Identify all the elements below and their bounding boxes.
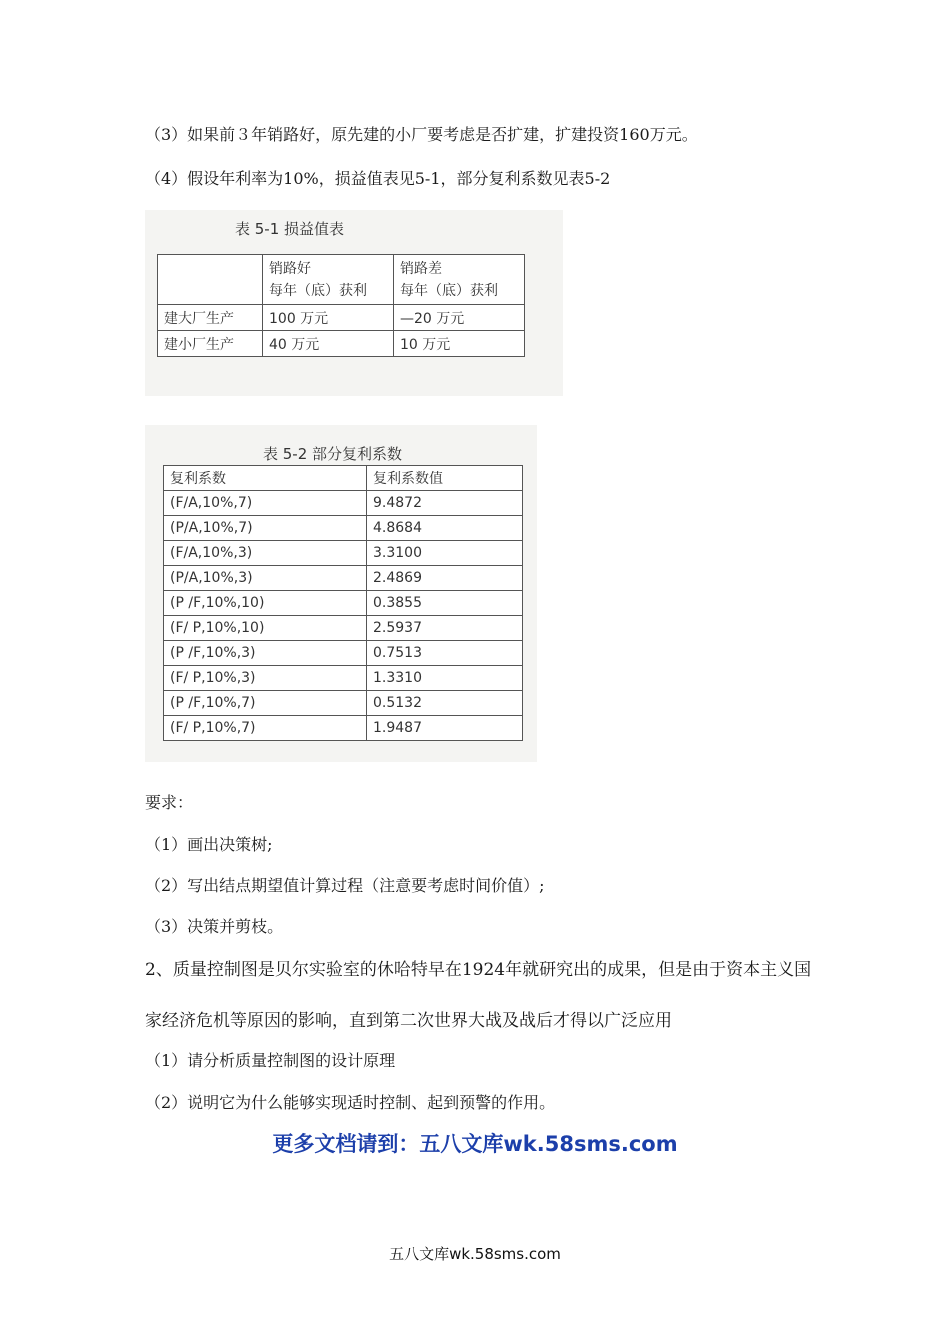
paragraph-item-4: （4）假设年利率为10%，损益值表见5-1，部分复利系数见表5-2 [145, 169, 611, 188]
coefficient-value-cell: 2.5937 [367, 616, 523, 641]
table-row [164, 641, 523, 666]
table-row [158, 305, 525, 331]
coefficient-name-cell: (P /F,10%,10) [164, 591, 367, 616]
coefficient-name-cell: (P /F,10%,7) [164, 691, 367, 716]
table-row [164, 516, 523, 541]
table-5-1-header-row [158, 255, 525, 305]
table-cell: 100 万元 [263, 305, 394, 331]
table-row [164, 691, 523, 716]
table-row [158, 331, 525, 357]
coefficient-value-cell: 0.3855 [367, 591, 523, 616]
more-documents-link[interactable]: 更多文档请到：五八文库wk.58sms.com [272, 1132, 678, 1156]
table-cell: —20 万元 [394, 305, 525, 331]
paragraph-item-3: （3）如果前３年销路好，原先建的小厂要考虑是否扩建，扩建投资160万元。 [145, 125, 698, 144]
table-5-1-figure [145, 210, 563, 396]
table-5-2 [163, 465, 523, 741]
coefficient-name-cell: (F/ P,10%,10) [164, 616, 367, 641]
header-good-text: 销路好 每年（底）获利 [269, 260, 367, 299]
requirement-item-2: （2）写出结点期望值计算过程（注意要考虑时间价值）; [145, 876, 545, 895]
coefficient-name-cell: (F/A,10%,3) [164, 541, 367, 566]
table-row [164, 566, 523, 591]
coefficient-value-cell: 9.4872 [367, 491, 523, 516]
coefficient-name-cell: (F/ P,10%,3) [164, 666, 367, 691]
question-2-line-2: 家经济危机等原因的影响，直到第二次世界大战及战后才得以广泛应用 [145, 1011, 672, 1031]
table-cell: 建小厂生产 [158, 331, 263, 357]
table-row [164, 716, 523, 741]
table-row [164, 541, 523, 566]
table-5-1-header-good [263, 255, 394, 305]
requirement-item-3: （3）决策并剪枝。 [145, 917, 284, 936]
coefficient-name-cell: (P /F,10%,3) [164, 641, 367, 666]
coefficient-name-cell: (F/A,10%,7) [164, 491, 367, 516]
table-5-1 [157, 254, 525, 357]
coefficient-value-cell: 2.4869 [367, 566, 523, 591]
coefficient-value-cell: 0.5132 [367, 691, 523, 716]
table-cell: 10 万元 [394, 331, 525, 357]
table-cell: 建大厂生产 [158, 305, 263, 331]
coefficient-name-cell: (P/A,10%,7) [164, 516, 367, 541]
table-cell: 40 万元 [263, 331, 394, 357]
table-row [164, 491, 523, 516]
table-5-1-header-empty [158, 255, 263, 305]
question-2-item-1: （1）请分析质量控制图的设计原理 [145, 1051, 396, 1070]
page-footer: 五八文库wk.58sms.com [389, 1245, 561, 1263]
table-5-1-header-bad [394, 255, 525, 305]
table-5-2-caption: 表 5-2 部分复利系数 [263, 445, 403, 463]
coefficient-value-cell: 3.3100 [367, 541, 523, 566]
table-5-2-header-name: 复利系数 [164, 466, 367, 491]
coefficient-value-cell: 4.8684 [367, 516, 523, 541]
table-5-2-header-row [164, 466, 523, 491]
table-row [164, 616, 523, 641]
coefficient-name-cell: (F/ P,10%,7) [164, 716, 367, 741]
question-2-item-2: （2）说明它为什么能够实现适时控制、起到预警的作用。 [145, 1093, 556, 1112]
coefficient-value-cell: 1.9487 [367, 716, 523, 741]
table-5-2-header-value: 复利系数值 [367, 466, 523, 491]
coefficient-name-cell: (P/A,10%,3) [164, 566, 367, 591]
table-5-2-figure [145, 425, 537, 762]
header-bad-text: 销路差 每年（底）获利 [400, 260, 498, 299]
requirement-item-1: （1）画出决策树; [145, 835, 273, 854]
coefficient-value-cell: 1.3310 [367, 666, 523, 691]
coefficient-value-cell: 0.7513 [367, 641, 523, 666]
table-5-1-caption: 表 5-1 损益值表 [235, 220, 345, 238]
table-row [164, 591, 523, 616]
question-2-line-1: 2、质量控制图是贝尔实验室的休哈特早在1924年就研究出的成果，但是由于资本主义国 [145, 960, 812, 980]
requirements-title: 要求： [145, 793, 194, 812]
table-row [164, 666, 523, 691]
